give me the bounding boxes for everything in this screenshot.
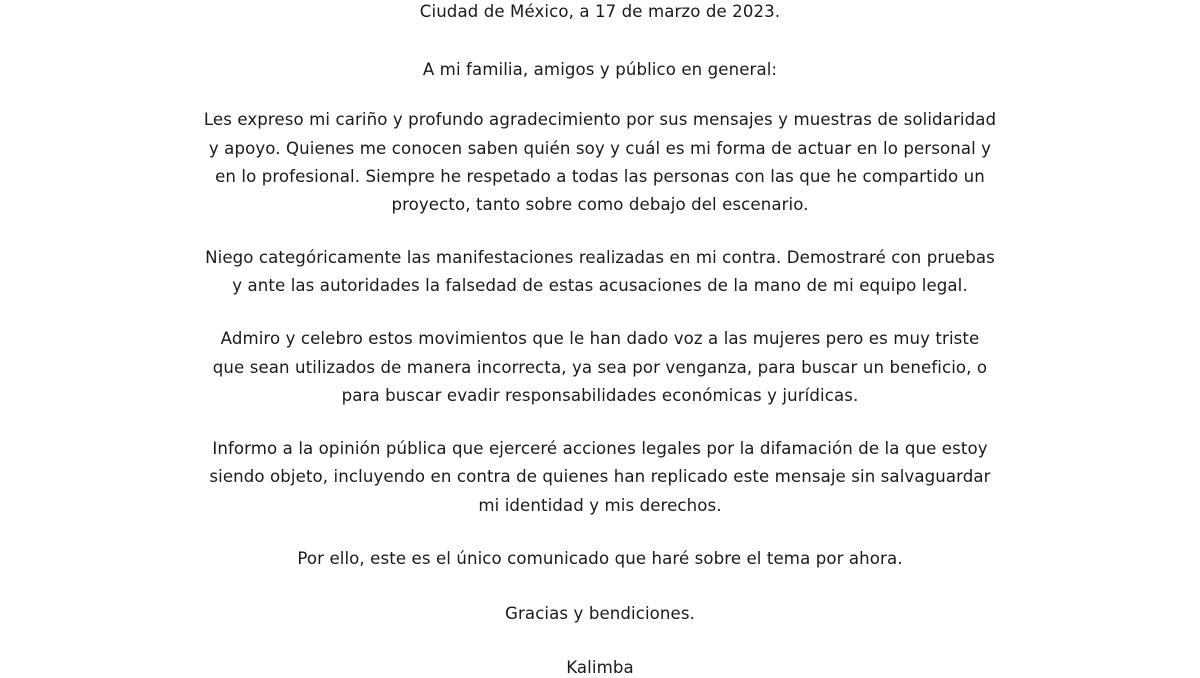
- paragraph-2-line-2: y ante las autoridades la falsedad de estas acusaciones de la mano de mi equipo legal.: [232, 276, 968, 295]
- closing: Gracias y bendiciones.: [505, 604, 695, 623]
- paragraph-2-line-1: Niego categóricamente las manifestaciones realizadas en mi contra. Demostraré con pruebas: [205, 248, 995, 267]
- date-line: Ciudad de México, a 17 de marzo de 2023.: [419, 2, 781, 21]
- paragraph-1-line-4: proyecto, tanto sobre como debajo del escenario.: [391, 195, 809, 214]
- paragraph-1-line-1: Les expreso mi cariño y profundo agradecimiento por sus mensajes y muestras de solidaridad: [203, 110, 997, 129]
- paragraph-1-line-3: en lo profesional. Siempre he respetado a todas las personas con las que he compartido un: [215, 167, 985, 186]
- salutation: A mi familia, amigos y público en general:: [422, 60, 778, 79]
- paragraph-3-line-2: que sean utilizados de manera incorrecta, ya sea por venganza, para buscar un beneficio, o: [212, 358, 988, 377]
- paragraph-4-line-3: mi identidad y mis derechos.: [478, 496, 722, 515]
- paragraph-4-line-2: siendo objeto, incluyendo en contra de quienes han replicado este mensaje sin salvaguardar: [209, 467, 991, 486]
- paragraph-4-line-1: Informo a la opinión pública que ejerceré acciones legales por la difamación de la que estoy: [212, 439, 988, 458]
- paragraph-3-line-1: Admiro y celebro estos movimientos que le han dado voz a las mujeres pero es muy triste: [220, 329, 980, 348]
- signature: Kalimba: [566, 658, 634, 677]
- paragraph-3-line-3: para buscar evadir responsabilidades económicas y jurídicas.: [341, 386, 859, 405]
- paragraph-5: Por ello, este es el único comunicado que haré sobre el tema por ahora.: [297, 549, 903, 568]
- paragraph-1-line-2: y apoyo. Quienes me conocen saben quién soy y cuál es mi forma de actuar en lo personal y: [208, 139, 992, 158]
